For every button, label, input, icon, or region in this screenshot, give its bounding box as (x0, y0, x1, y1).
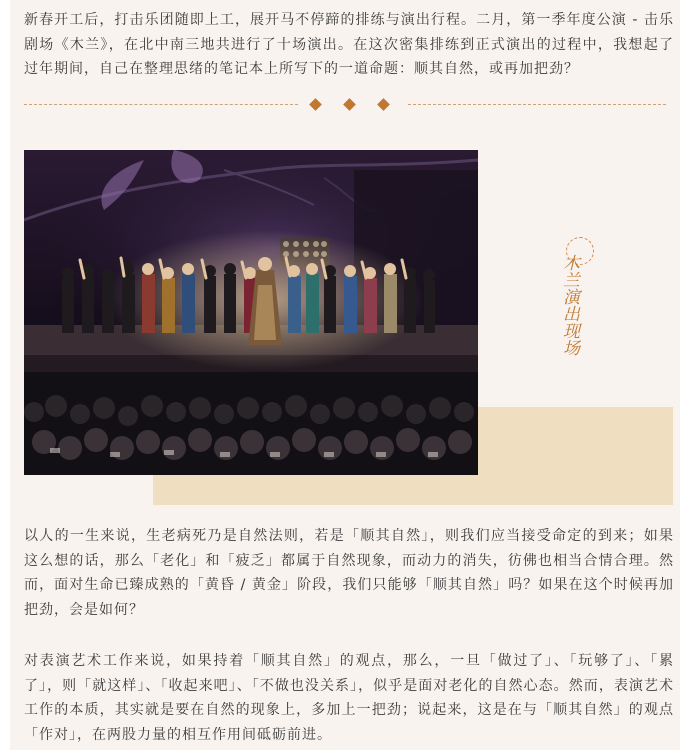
diamond-ornament-icon (377, 98, 390, 111)
divider-dashed-left (24, 104, 298, 105)
article-page (10, 0, 680, 750)
divider-dashed-right (408, 104, 666, 105)
diamond-ornament-icon (343, 98, 356, 111)
diamond-ornament-icon (309, 98, 322, 111)
paragraph-third: 对表演艺术工作来说，如果持着「顺其自然」的观点，那么，一旦「做过了」、「玩够了」、「累了」，则「就这样」、「收起来吧」、「不做也没关系」，似乎是面对老化的自然心态。然而，表演艺术工作的本质，其实就是要在自然的现象上，多加上一把劲；说起来，这是在与「顺其自然」的观点「作对」，在两股力量的相互作用间砥砺前进。 (24, 653, 674, 743)
paragraph-intro: 新春开工后，打击乐团随即上工，展开马不停蹄的排练与演出行程。二月，第一季年度公演 - 击乐剧场《木兰》，在北中南三地共进行了十场演出。在这次密集排练到正式演出的过程中，我想起了过年期间，自己在整理思绪的笔记本上所写下的一道命题：顺其自然，或再加把劲？ (24, 12, 674, 77)
photo-caption: 木兰演出现场 (559, 254, 579, 356)
performance-photo (24, 150, 478, 475)
paragraph-second: 以人的一生来说，生老病死乃是自然法则，若是「顺其自然」，则我们应当接受命定的到来；如果这么想的话，那么「老化」和「疲乏」都属于自然现象，而动力的消失，彷佛也相当合情合理。然而，面对生命已臻成熟的「黄昏 / 黄金」阶段，我们只能够「顺其自然」吗？如果在这个时候再加把劲，会是如何？ (24, 528, 674, 618)
